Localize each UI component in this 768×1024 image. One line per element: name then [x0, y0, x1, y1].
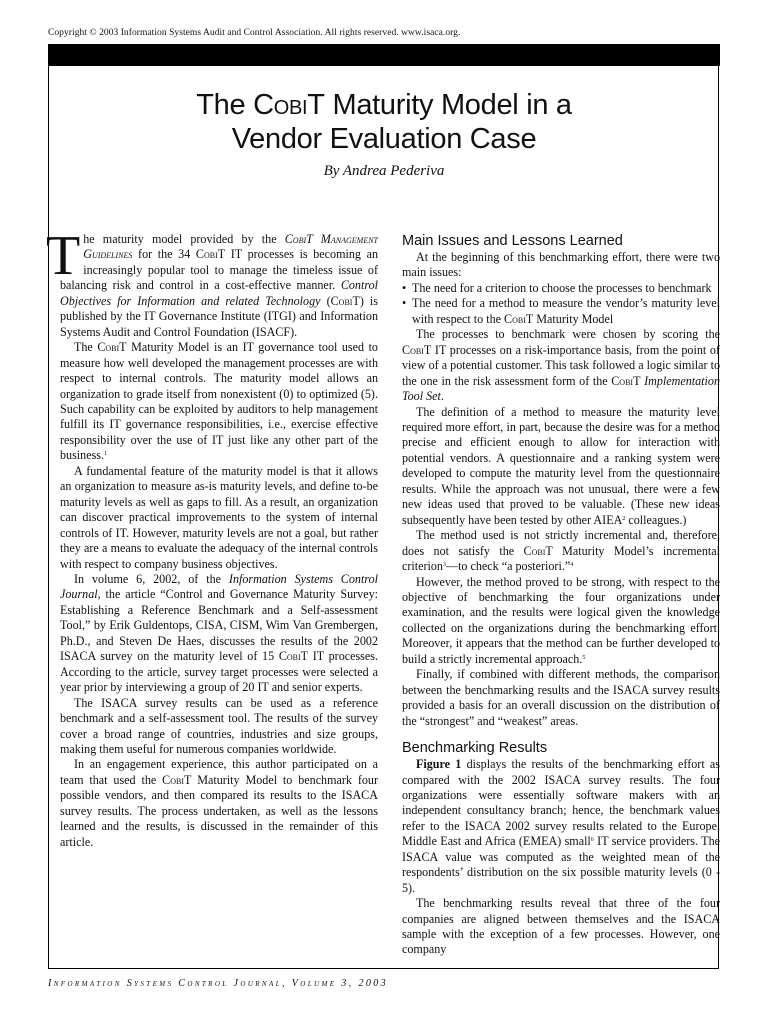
left-column: [46, 225, 378, 850]
byline: By Andrea Pederiva: [323, 163, 445, 179]
list-item: • The need for a method to measure the vendor’s maturity level with respect to the CobiT Maturity Model: [402, 296, 720, 327]
paragraph: The ISACA survey results can be used as a reference benchmark and a self-assessment tool. The results of the survey cover a broad range of countries, industries and size groups, making them useful for numerous companies worldwide.: [60, 695, 378, 756]
cobit-term: CobiT: [253, 89, 325, 121]
paragraph: In volume 6, 2002, of the Information Systems Control Journal, the article “Control and Governance Maturity Survey: Establishing a Reference Benchmark and a Self-assessment Tool,” by Erik Guldentops, CISA, CISM, Wim Van Grembergen, Ph.D., and Steven De Haes, discusses the results of the 2002 ISACA survey on the maturity level of 15 CobiT IT processes. According to the article, survey target processes were selected a year prior by interviewing a group of 20 IT and senior experts.: [60, 571, 378, 695]
paragraph: The benchmarking results reveal that three of the four companies are aligned between themselves and the ISACA sample with the exception of a few processes. However, one company: [402, 896, 720, 957]
paragraph: The processes to benchmark were chosen by scoring the CobiT IT processes on a risk-importance basis, from the point of view of a potential customer. This task followed a logic similar to the one in the risk assessment form of the CobiT Implementation Tool Set.: [402, 327, 720, 404]
paragraph: However, the method proved to be strong, with respect to the objective of benchmarking the four organizations under examination, and the results were logical given the knowledge collected on the organizations during the benchmarking effort. Moreover, it appears that the method can be further developed to build a strictly incremental approach.$^5$: [402, 574, 720, 666]
issues-list: [402, 281, 720, 327]
paragraph: A fundamental feature of the maturity model is that it allows an organization to measure as-is maturity levels, and define to-be maturity levels as well as gaps to fill. As a result, an organization can discover practical improvements to the system of internal controls of IT. However, maturity levels are not a goal, but rather they are a means to evaluate the adequacy of the internal controls with respect to company business objectives.: [60, 463, 378, 571]
paragraph: The method used is not strictly incremental and, therefore, does not satisfy the CobiT Maturity Model’s incremental criterion$^3$—to check “a posteriori.”$^4$: [402, 528, 720, 574]
paragraph: At the beginning of this benchmarking effort, there were two main issues:: [402, 250, 720, 280]
section-heading-main-issues: Main Issues and Lessons Learned: [402, 233, 623, 249]
paragraph: The CobiT Maturity Model is an IT governance tool used to measure how well developed the management processes are with respect to internal controls. The maturity model allows an organization to grade itself from nonexistent (0) to optimized (5). Such capability can be exploited by auditors to help management fulfill its IT governance responsibilities, i.e., exercise effective responsibility over the use of IT just like any other part of the business.$^1$: [60, 340, 378, 463]
article-title: The CobiT Maturity Model in a Vendor Evaluation Case: [196, 89, 572, 155]
section-heading-benchmarking-results: Benchmarking Results: [402, 740, 548, 757]
header-bar: [48, 44, 720, 66]
copyright-notice: Copyright © 2003 Information Systems Audit and Control Association. All rights reserved. www.isaca.org.: [48, 28, 461, 38]
journal-footer: Information Systems Control Journal, Volume 3, 2003: [48, 978, 389, 989]
right-column: [402, 232, 720, 958]
list-item: • The need for a criterion to choose the processes to benchmark: [402, 281, 720, 296]
paragraph: The definition of a method to measure the maturity level required more effort, in part, because the desire was for a method precise and efficient enough to allow for interaction with potential vendors. A questionnaire and a ranking system were developed to compute the maturity level from the questionnaire results. While the approach was not unusual, there were a few new ideas used that proved to be valuable. (These new ideas subsequently have been tested by other AIEA$^2$ colleagues.): [402, 404, 720, 527]
paragraph: Figure 1 displays the results of the benchmarking effort as compared with the 2002 ISACA survey results. The four organizations were essentially software makers with an independent consultancy branch; hence, the benchmark values refer to the ISACA 2002 survey results related to the Europe, Middle East and Africa (EMEA) small$^6$ IT service providers. The ISACA value was computed as the weighted mean of the respondents’ distribution on the six possible maturity levels (0 - 5).: [402, 757, 720, 895]
intro-paragraph: The maturity model provided by the CobiT Management Guidelines for the 34 CobiT IT processes is becoming an increasingly popular tool to manage the timeless issue of balancing risk and control in a cost-effective manner. Control Objectives for Information and related Technology (CobiT) is published by the IT Governance Institute (ITGI) and Information Systems Audit and Control Foundation (ISACF).: [46, 225, 378, 339]
paragraph: Finally, if combined with different methods, the comparison between the benchmarking results and the ISACA survey results provided a basis for an overall discussion on the distribution of the “strongest” and “weakest” areas.: [402, 667, 720, 728]
paragraph: In an engagement experience, this author participated on a team that used the CobiT Maturity Model to benchmark four possible vendors, and then compared its results to the ISACA survey results. The process undertaken, as well as the lessons learned and the results, is discussed in the remainder of this article.: [60, 757, 378, 849]
drop-cap: T: [46, 225, 81, 287]
